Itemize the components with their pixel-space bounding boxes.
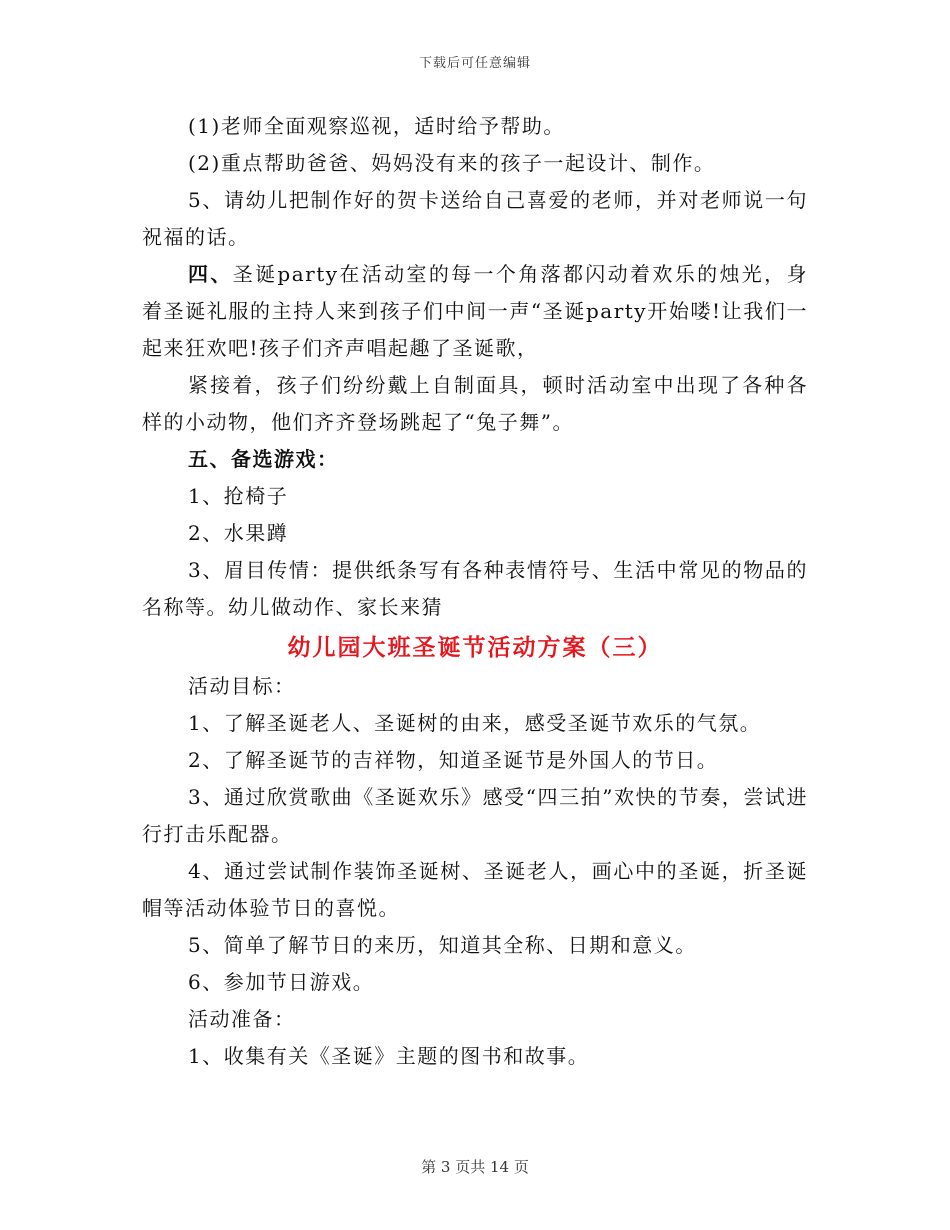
page-header: 下载后可任意编辑 — [418, 56, 531, 71]
goal-item-5: 5、简单了解节日的来历，知道其全称、日期和意义。 — [188, 933, 697, 957]
section-4-lead: 四、 — [188, 262, 233, 286]
paragraph-step-1: (1)老师全面观察巡视，适时给予帮助。 — [188, 114, 565, 138]
prep-heading: 活动准备： — [188, 1007, 296, 1031]
goal-item-1: 1、了解圣诞老人、圣诞树的由来，感受圣诞节欢乐的气氛。 — [188, 711, 762, 735]
page-footer: 第 3 页共 14 页 — [421, 1158, 529, 1176]
goal-item-4: 4、通过尝试制作装饰圣诞树、圣诞老人，画心中的圣诞，折圣诞帽等活动体验节日的喜悦。 — [142, 859, 808, 920]
paragraph-masks: 紧接着，孩子们纷纷戴上自制面具，顿时活动室中出现了各种各样的小动物，他们齐齐登场跳起了“兔子舞”。 — [142, 373, 808, 434]
goal-item-6: 6、参加节日游戏。 — [188, 970, 375, 994]
paragraph-section-4 — [142, 256, 808, 367]
goal-item-2: 2、了解圣诞节的吉祥物，知道圣诞节是外国人的节日。 — [188, 748, 719, 772]
game-item-2: 2、水果蹲 — [188, 521, 289, 545]
paragraph-step-5: 5、请幼儿把制作好的贺卡送给自己喜爱的老师，并对老师说一句祝福的话。 — [142, 188, 808, 249]
section-5-heading: 五、备选游戏： — [188, 447, 339, 471]
section-4-text: 圣诞party在活动室的每一个角落都闪动着欢乐的烛光，身着圣诞礼服的主持人来到孩子们中间一声“圣诞party开始喽!让我们一起来狂欢吧!孩子们齐声唱起趣了圣诞歌， — [142, 262, 809, 360]
prep-item-1: 1、收集有关《圣诞》主题的图书和故事。 — [188, 1044, 590, 1068]
paragraph-step-2: (2)重点帮助爸爸、妈妈没有来的孩子一起设计、制作。 — [188, 151, 716, 175]
goals-heading: 活动目标： — [188, 674, 296, 698]
section-title: 幼儿园大班圣诞节活动方案（三） — [287, 634, 663, 661]
game-item-3: 3、眉目传情：提供纸条写有各种表情符号、生活中常见的物品的名称等。幼儿做动作、家长来猜 — [142, 558, 808, 619]
goal-item-3: 3、通过欣赏歌曲《圣诞欢乐》感受“四三拍”欢快的节奏，尝试进行打击乐配器。 — [142, 785, 808, 846]
game-item-1: 1、抢椅子 — [188, 484, 289, 508]
document-body — [142, 108, 808, 1075]
